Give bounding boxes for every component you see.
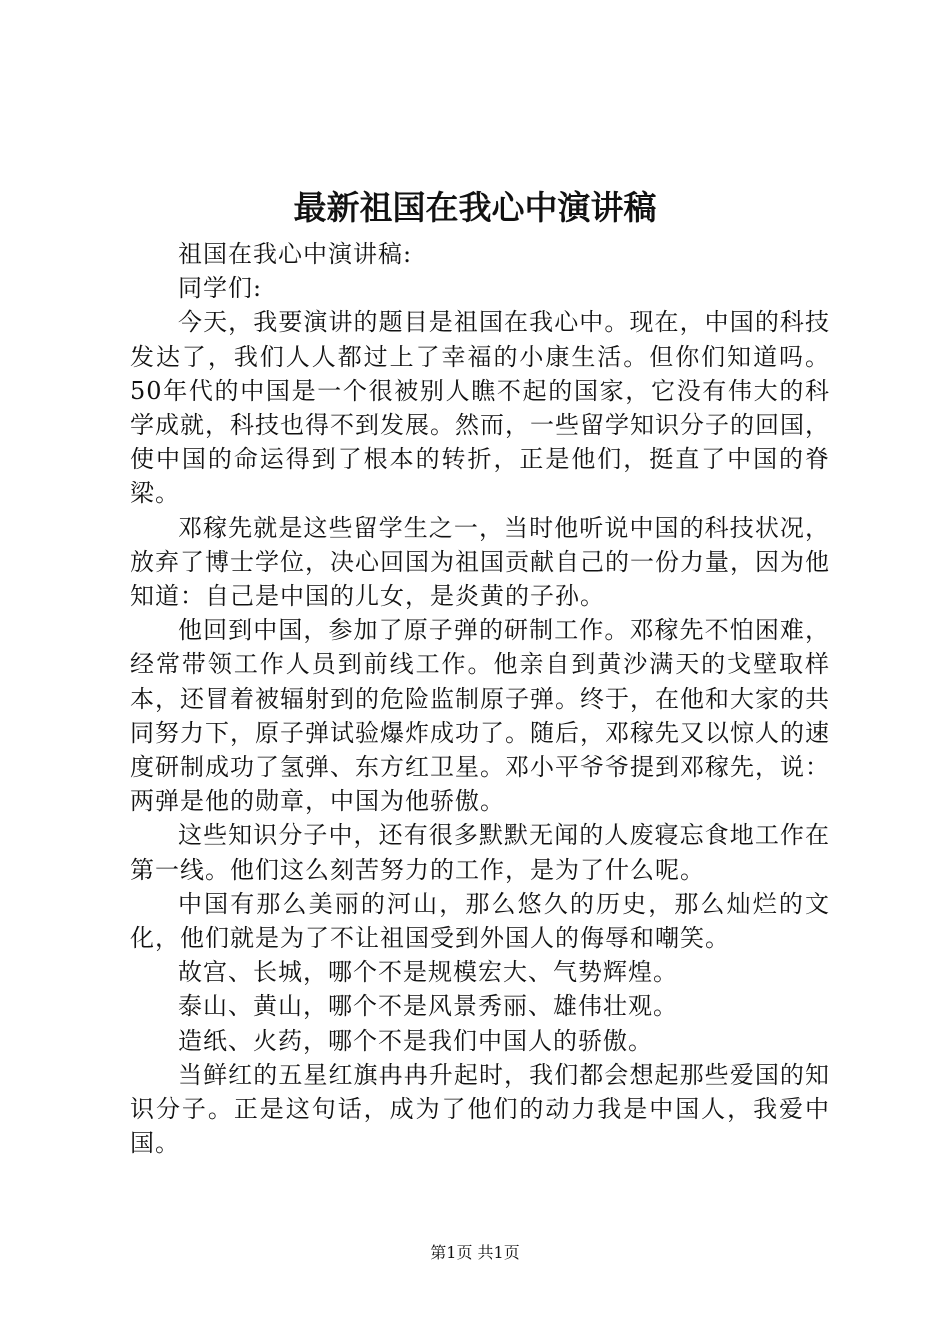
paragraph: 中国有那么美丽的河山，那么悠久的历史，那么灿烂的文化，他们就是为了不让祖国受到外国人的侮辱和嘲笑。 bbox=[130, 889, 830, 953]
salutation: 同学们: bbox=[178, 274, 263, 303]
paragraph: 他回到中国，参加了原子弹的研制工作。邓稼先不怕困难，经常带领工作人员到前线工作。他亲自到黄沙满天的戈壁取样本，还冒着被辐射到的危险监制原子弹。终于，在他和大家的共同努力下，原子弹试验爆炸成功了。随后，邓稼先又以惊人的速度研制成功了氢弹、东方红卫星。邓小平爷爷提到邓稼先，说：两弹是他的勋章，中国为他骄傲。 bbox=[130, 616, 830, 816]
paragraph: 造纸、火药，哪个不是我们中国人的骄傲。 bbox=[178, 1026, 653, 1055]
paragraph: 邓稼先就是这些留学生之一，当时他听说中国的科技状况，放弃了博士学位，决心回国为祖国贡献自己的一份力量，因为他知道：自己是中国的儿女，是炎黄的子孙。 bbox=[130, 513, 830, 611]
paragraph: 今天，我要演讲的题目是祖国在我心中。现在，中国的科技发达了，我们人人都过上了幸福的小康生活。但你们知道吗。50年代的中国是一个很被别人瞧不起的国家，它没有伟大的科学成就，科技也得不到发展。然而，一些留学知识分子的回国，使中国的命运得到了根本的转折，正是他们，挺直了中国的脊梁。 bbox=[130, 308, 830, 508]
paragraph: 泰山、黄山，哪个不是风景秀丽、雄伟壮观。 bbox=[178, 992, 678, 1021]
document-body bbox=[130, 237, 830, 1160]
salutation-heading: 祖国在我心中演讲稿: bbox=[178, 240, 413, 268]
paragraph: 故宫、长城，哪个不是规模宏大、气势辉煌。 bbox=[178, 958, 678, 987]
page-number-footer: 第1页 共1页 bbox=[430, 1243, 520, 1262]
paragraph: 这些知识分子中，还有很多默默无闻的人废寝忘食地工作在第一线。他们这么刻苦努力的工作，是为了什么呢。 bbox=[130, 821, 830, 884]
paragraph: 当鲜红的五星红旗冉冉升起时，我们都会想起那些爱国的知识分子。正是这句话，成为了他们的动力我是中国人，我爱中国。 bbox=[130, 1060, 830, 1158]
page-title: 最新祖国在我心中演讲稿 bbox=[293, 188, 657, 227]
